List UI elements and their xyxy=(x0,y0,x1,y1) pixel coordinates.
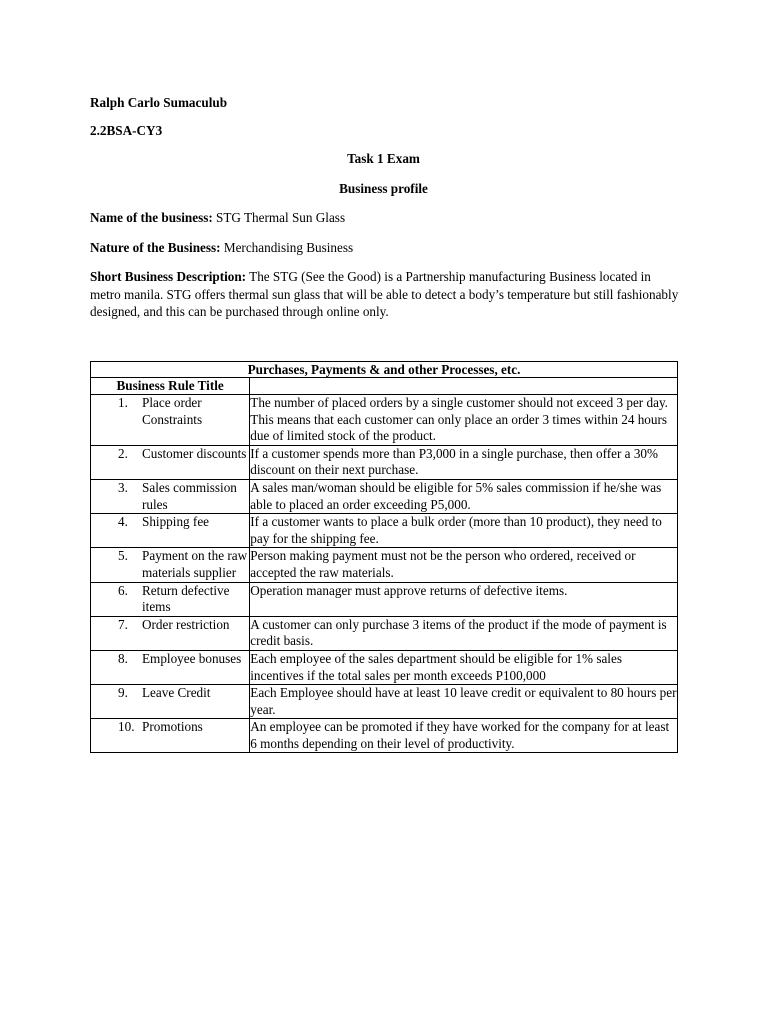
rule-description: Each employee of the sales department should be eligible for 1% sales incentives if the total sales per month exceeds P100,000 xyxy=(250,650,678,684)
rule-title xyxy=(91,651,249,668)
author-name: Ralph Carlo Sumaculub xyxy=(90,95,228,110)
rule-description: Operation manager must approve returns of defective items. xyxy=(250,582,678,616)
rule-description: A customer can only purchase 3 items of the product if the mode of payment is credit basis. xyxy=(250,616,678,650)
rule-title-cell xyxy=(91,685,250,719)
rule-number: 6. xyxy=(118,582,128,598)
table-row xyxy=(91,514,678,548)
table-row xyxy=(91,479,678,513)
rule-number: 8. xyxy=(118,650,128,666)
rule-title xyxy=(91,719,249,736)
rule-title xyxy=(91,480,249,513)
business-nature-line xyxy=(90,240,353,256)
rule-number: 2. xyxy=(118,445,128,461)
rule-number: 4. xyxy=(118,514,128,530)
column-header-empty xyxy=(250,378,678,395)
rule-name: Place order Constraints xyxy=(142,395,203,427)
rule-title xyxy=(91,617,249,634)
table-row xyxy=(91,685,678,719)
rule-name: Order restriction xyxy=(142,616,230,632)
rule-title-cell xyxy=(91,445,250,479)
document-subtitle: Business profile xyxy=(339,181,428,196)
rule-number: 1. xyxy=(118,395,128,410)
rule-number: 10. xyxy=(118,719,135,735)
table-row xyxy=(91,719,678,753)
rule-name: Payment on the raw materials supplier xyxy=(142,548,248,580)
table-row xyxy=(91,445,678,479)
rule-number: 7. xyxy=(118,616,128,632)
rule-description: Person making payment must not be the person who ordered, received or accepted the raw materials. xyxy=(250,548,678,582)
class-section: 2.2BSA-CY3 xyxy=(90,123,163,138)
table-caption: Purchases, Payments & and other Processes, etc. xyxy=(91,362,678,378)
rule-name: Promotions xyxy=(142,719,203,735)
rule-title-cell xyxy=(91,479,250,513)
rule-description: The number of placed orders by a single customer should not exceed 3 per day. This means that each customer can only place an order 3 times within 24 hours due of limited stock of the product. xyxy=(250,395,678,446)
rule-title-cell xyxy=(91,582,250,616)
rule-title xyxy=(91,583,249,616)
rule-title xyxy=(91,395,249,428)
rule-title-cell xyxy=(91,650,250,684)
rule-title-cell xyxy=(91,719,250,753)
rule-number: 5. xyxy=(118,548,128,564)
table-row xyxy=(91,548,678,582)
rule-title xyxy=(91,548,249,581)
rule-name: Return defective items xyxy=(142,582,230,615)
rule-title-cell xyxy=(91,548,250,582)
rule-title xyxy=(91,685,249,702)
rule-description: Each Employee should have at least 10 leave credit or equivalent to 80 hours per year. xyxy=(250,685,678,719)
rule-description: An employee can be promoted if they have worked for the company for at least 6 months depending on their level of productivity. xyxy=(250,719,678,753)
business-nature-value: Merchandising Business xyxy=(220,240,354,255)
table-row xyxy=(91,616,678,650)
business-rules-table xyxy=(90,361,678,753)
business-name-line xyxy=(90,210,345,226)
table-row xyxy=(91,395,678,446)
rule-title-cell xyxy=(91,616,250,650)
table-row xyxy=(91,650,678,684)
rule-name: Sales commission rules xyxy=(142,479,237,512)
business-name-value: STG Thermal Sun Glass xyxy=(212,210,346,225)
rule-name: Employee bonuses xyxy=(142,650,242,666)
rule-name: Leave Credit xyxy=(142,685,211,701)
rule-number: 3. xyxy=(118,479,128,495)
table-caption-row xyxy=(91,362,678,378)
business-name-label: Name of the business: xyxy=(90,210,213,225)
rule-description: If a customer wants to place a bulk order (more than 10 product), they need to pay for the shipping fee. xyxy=(250,514,678,548)
rule-title xyxy=(91,514,249,531)
business-nature-label: Nature of the Business: xyxy=(90,240,221,255)
rule-title-cell xyxy=(91,395,250,446)
business-description-value: The STG (See the Good) is a Partnership manufacturing Business located in metro manila. STG offers thermal sun glass that will be able to detect a body’s temperature but still fashionably designed, and this can be purchased through online only. xyxy=(90,269,679,319)
rule-title-cell xyxy=(91,514,250,548)
column-header-rule-title: Business Rule Title xyxy=(91,378,250,395)
rule-number: 9. xyxy=(118,685,128,701)
table-row xyxy=(91,582,678,616)
rule-description: A sales man/woman should be eligible for 5% sales commission if he/she was able to placed an order exceeding P5,000. xyxy=(250,479,678,513)
business-description xyxy=(90,268,680,321)
business-description-label: Short Business Description: xyxy=(90,269,247,284)
rule-name: Customer discounts xyxy=(142,445,247,461)
rule-description: If a customer spends more than P3,000 in a single purchase, then offer a 30% discount on their next purchase. xyxy=(250,445,678,479)
table-header-row xyxy=(91,378,678,395)
table-body xyxy=(91,395,678,753)
document-title: Task 1 Exam xyxy=(347,151,420,166)
rule-name: Shipping fee xyxy=(142,514,210,530)
rule-title xyxy=(91,446,249,463)
